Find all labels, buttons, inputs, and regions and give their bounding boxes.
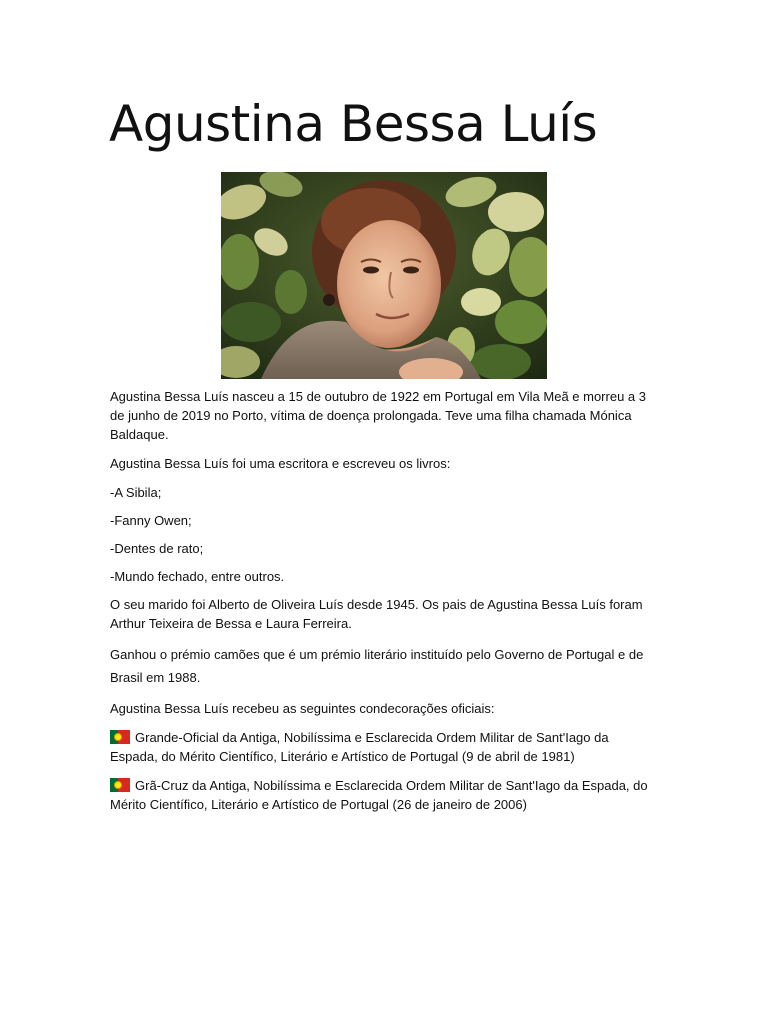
book-item: -A Sibila; (110, 485, 162, 500)
decoration-item (110, 728, 650, 766)
book-item: -Dentes de rato; (110, 541, 204, 556)
books-intro-paragraph: Agustina Bessa Luís foi uma escritora e escreveu os livros: (110, 456, 451, 471)
decorations-intro-paragraph: Agustina Bessa Luís recebeu as seguintes condecorações oficiais: (110, 701, 495, 716)
article-body (110, 387, 650, 824)
decoration-item (110, 776, 650, 814)
family-paragraph: O seu marido foi Alberto de Oliveira Luís desde 1945. Os pais de Agustina Bessa Luís foram Arthur Teixeira de Bessa e Laura Ferreira. (110, 597, 643, 631)
award-paragraph: Ganhou o prémio camões que é um prémio literário instituído pelo Governo de Portugal e de Brasil em 1988. (110, 647, 644, 685)
page-title: Agustina Bessa Luís (109, 95, 598, 153)
decoration-text: Grande-Oficial da Antiga, Nobilíssima e Esclarecida Ordem Militar de Sant'Iago da Espada, do Mérito Científico, Literário e Artístico de Portugal (9 de abril de 1981) (110, 730, 609, 764)
portrait-photo (221, 172, 547, 379)
book-item: -Mundo fechado, entre outros. (110, 569, 285, 584)
portugal-flag-icon (110, 778, 130, 792)
book-item: -Fanny Owen; (110, 513, 192, 528)
portugal-flag-icon (110, 730, 130, 744)
decoration-text: Grã-Cruz da Antiga, Nobilíssima e Esclarecida Ordem Militar de Sant'Iago da Espada, do Mérito Científico, Literário e Artístico de Portugal (26 de janeiro de 2006) (110, 778, 648, 812)
birth-paragraph: Agustina Bessa Luís nasceu a 15 de outubro de 1922 em Portugal em Vila Meã e morreu a 3 de junho de 2019 no Porto, vítima de doença prolongada. Teve uma filha chamada Mónica Baldaque. (110, 389, 646, 442)
